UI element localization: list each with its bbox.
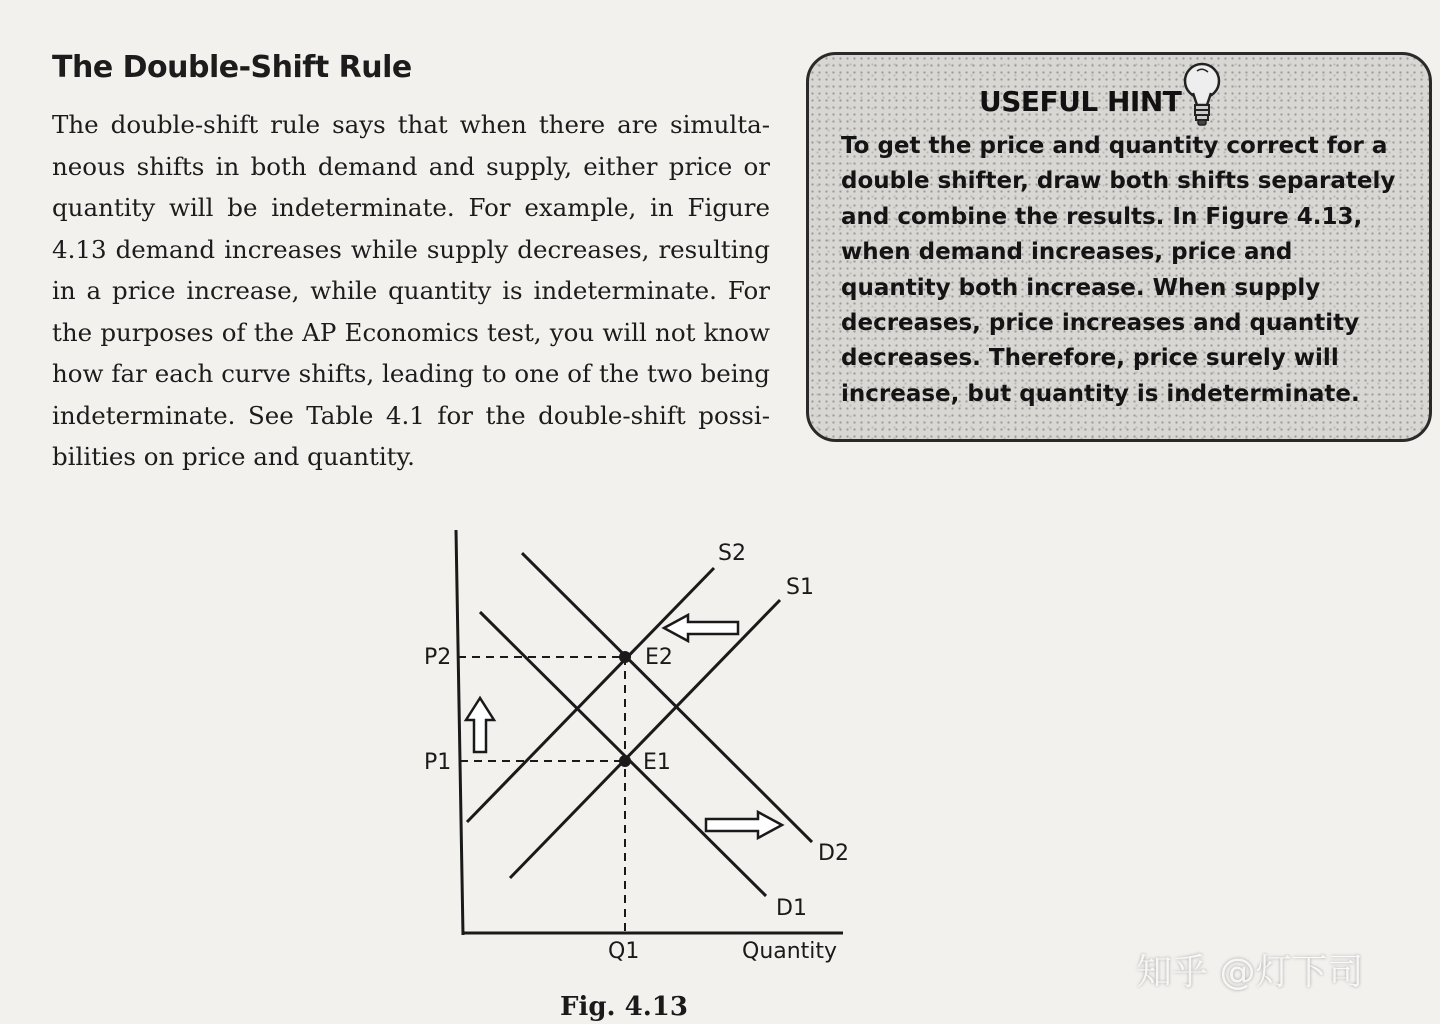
label-p2: P2: [424, 645, 452, 670]
label-q1: Q1: [608, 939, 640, 964]
demand-shift-right-arrow: [706, 812, 782, 838]
label-quantity-axis: Quantity: [742, 939, 838, 964]
section-title: The Double-Shift Rule: [52, 50, 412, 85]
label-e1: E1: [643, 750, 671, 775]
equilibrium-point-e2: [619, 651, 631, 663]
hint-text: To get the price and quantity correct for a double shifter, draw both shifts separately and combine the results. In Figure 4.13, when demand increases, price and quantity both increase. When supply decreases, price increases and quantity decreases. Therefore, price surely will increase, but quantity is indeterminate.: [841, 133, 1396, 407]
label-s2: S2: [718, 541, 746, 566]
watermark: 知乎 @灯下司: [1136, 952, 1364, 993]
label-p1: P1: [424, 750, 452, 775]
supply-demand-figure: [400, 520, 880, 980]
label-d1: D1: [776, 896, 807, 921]
label-e2: E2: [645, 645, 673, 670]
supply-curve-s1: [510, 600, 780, 878]
label-d2: D2: [818, 841, 849, 866]
lightbulb-icon: [1181, 59, 1223, 131]
price-increase-up-arrow: [466, 698, 494, 752]
supply-shift-left-arrow: [664, 615, 738, 641]
hint-title: USEFUL HINT: [979, 85, 1182, 118]
supply-curve-s2: [467, 568, 714, 822]
useful-hint-box: [806, 52, 1432, 442]
label-s1: S1: [786, 575, 814, 600]
equilibrium-point-e1: [619, 755, 631, 767]
y-axis: [456, 530, 463, 935]
figure-caption: Fig. 4.13: [560, 992, 688, 1022]
body-paragraph: The double-shift rule says that when there are simulta-neous shifts in both demand and supply, either price or quantity will be indeterminate. For example, in Figure 4.13 demand increases while supply decreases, resulting in a price increase, while quantity is indeterminate. For the purposes of the AP Economics test, you will not know how far each curve shifts, leading to one of the two being indeterminate. See Table 4.1 for the double-shift possi-bilities on price and quantity.: [52, 110, 770, 471]
